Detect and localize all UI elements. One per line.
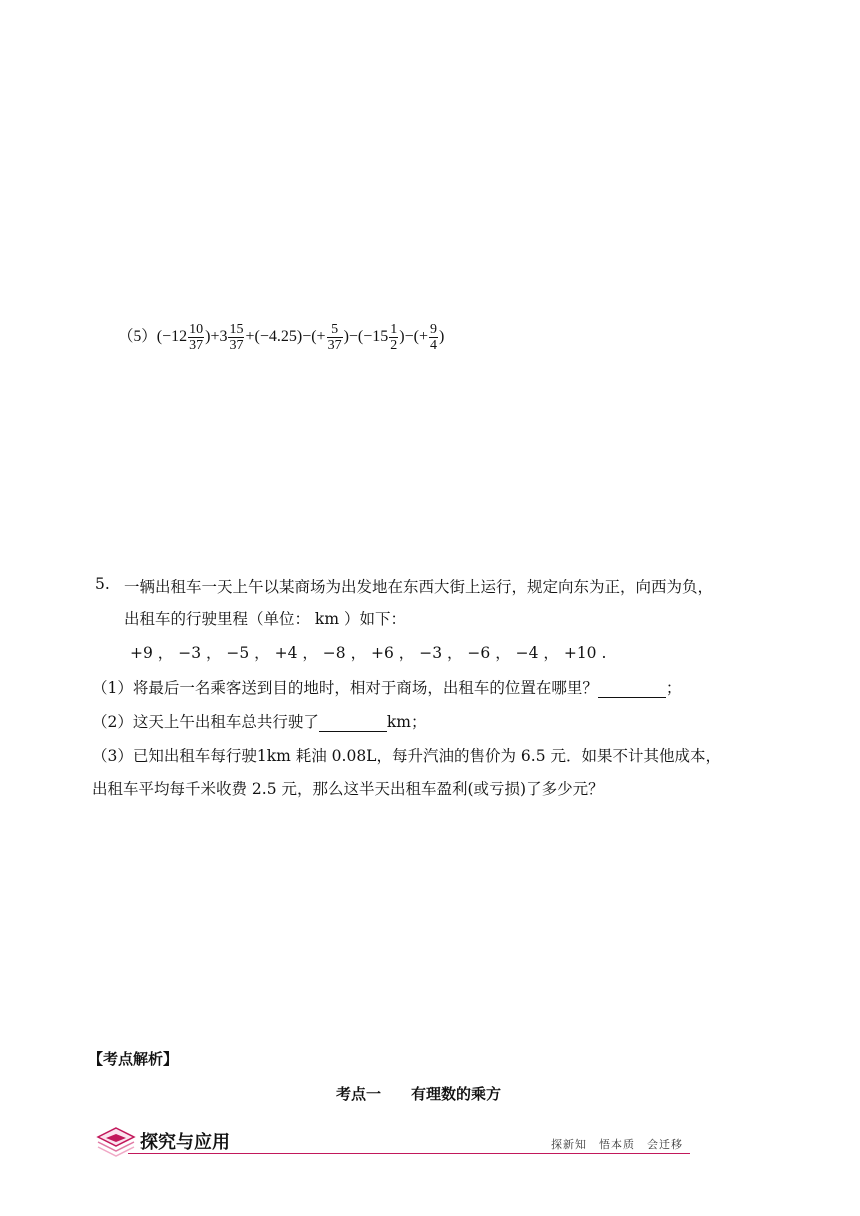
fraction	[188, 322, 204, 353]
answer-blank-2[interactable]	[319, 713, 387, 732]
denominator: 37	[189, 338, 204, 353]
problem-line-1: 一辆出租车一天上午以某商场为出发地在东西大街上运行，规定向东为正，向西为负，	[124, 578, 714, 596]
footer-tagline: 探新知 悟本质 会迁移	[551, 1138, 683, 1151]
brand-title: 探究与应用	[140, 1132, 230, 1153]
footer-divider	[128, 1153, 690, 1154]
expr-part: )−(+	[399, 328, 428, 346]
question-1	[92, 676, 681, 698]
brand-logo-icon	[96, 1126, 136, 1160]
numerator: 9	[429, 322, 437, 337]
fraction	[389, 322, 398, 353]
expr-part: (−12	[156, 328, 188, 346]
question-2	[92, 710, 426, 732]
denominator: 37	[229, 338, 244, 353]
question-3-line-2: 出租车平均每千米收费 2.5 元，那么这半天出租车盈利(或亏损)了多少元？	[92, 780, 604, 798]
numerator: 15	[229, 322, 244, 337]
denominator: 37	[327, 338, 342, 353]
numerator: 1	[390, 322, 398, 337]
mileage-values: +9 ， −3 ， −5 ， +4 ， −8 ， +6 ， −3 ， −6 ， −4 ， +10 .	[130, 644, 607, 662]
problem-number: 5.	[95, 575, 110, 593]
denominator: 2	[390, 338, 398, 353]
question-2-suffix: km；	[386, 713, 427, 731]
section-subheading: 考点一 有理数的乘方	[336, 1085, 502, 1103]
fraction	[327, 322, 343, 353]
answer-blank-1[interactable]	[598, 679, 666, 698]
problem-line-2: 出租车的行驶里程（单位： km ）如下：	[124, 610, 406, 628]
fraction	[228, 322, 244, 353]
expr-part: )	[438, 328, 445, 346]
question-3-line-1: （3）已知出租车每行驶1km 耗油 0.08L，每升汽油的售价为 6.5 元．如果不计其他成本，	[92, 747, 721, 765]
denominator: 4	[429, 338, 437, 353]
numerator: 10	[189, 322, 204, 337]
question-2-text: （2）这天上午出租车总共行驶了	[92, 713, 319, 731]
expression-index: （5）	[118, 328, 157, 346]
section-heading: 【考点解析】	[88, 1050, 179, 1068]
expr-part: +(−4.25)−(+	[245, 328, 326, 346]
numerator: 5	[327, 322, 343, 338]
expr-part: )−(−15	[343, 328, 389, 346]
expr-part: )+3	[205, 328, 228, 346]
question-1-text: （1）将最后一名乘客送到目的地时，相对于商场，出租车的位置在哪里？	[92, 679, 598, 697]
expression-5	[118, 322, 444, 353]
question-1-suffix: ；	[665, 679, 682, 697]
fraction	[429, 322, 438, 353]
